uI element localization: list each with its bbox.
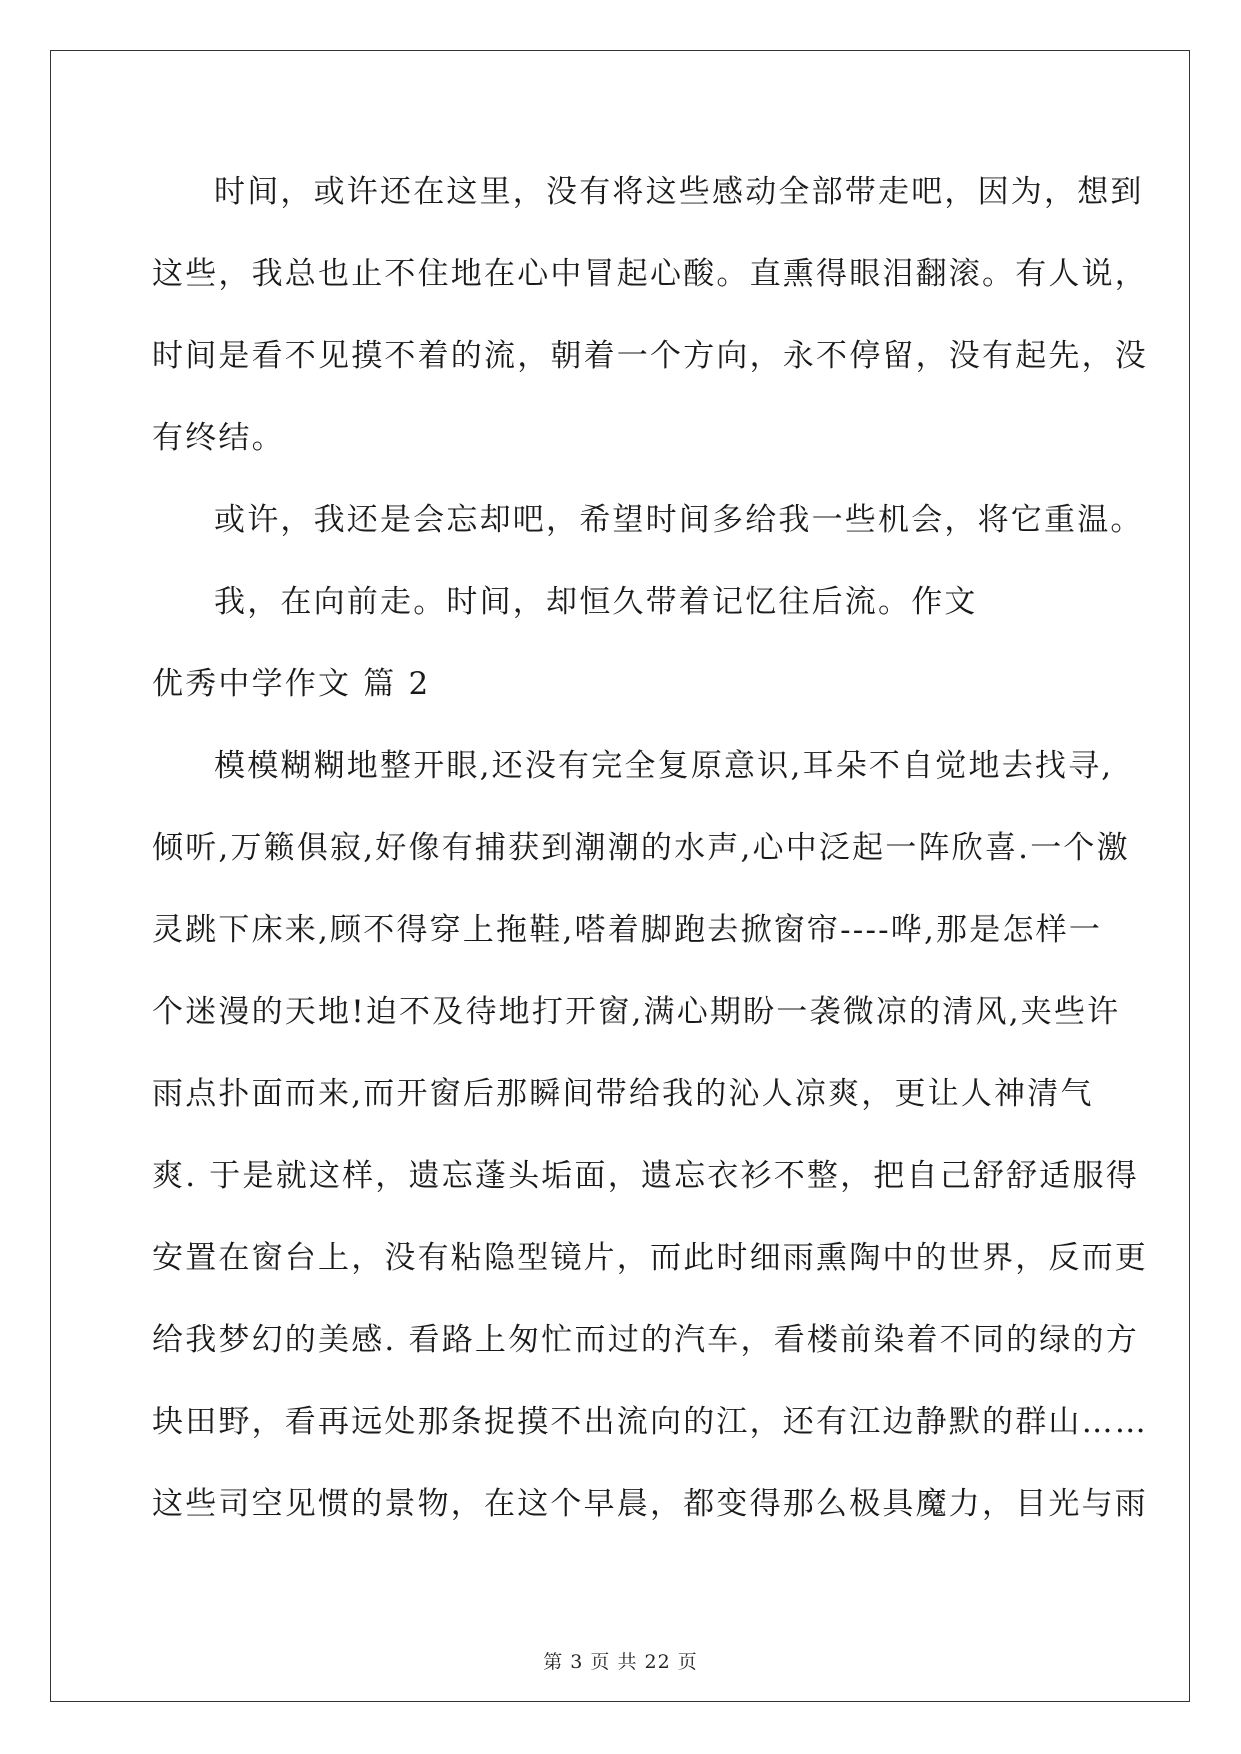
text-line: 模模糊糊地整开眼,还没有完全复原意识,耳朵不自觉地去找寻, (214, 748, 1114, 784)
text-line: 时间，或许还在这里，没有将这些感动全部带走吧，因为，想到 (214, 174, 1144, 210)
text-line: 这些司空见惯的景物，在这个早晨，都变得那么极具魔力，目光与雨 (152, 1486, 1148, 1522)
text-line: 我，在向前走。时间，却恒久带着记忆往后流。作文 (214, 584, 978, 620)
text-line: 有终结。 (152, 420, 285, 456)
text-line: 块田野，看再远处那条捉摸不出流向的江，还有江边静默的群山…… (152, 1404, 1148, 1440)
text-line: 安置在窗台上，没有粘隐型镜片，而此时细雨熏陶中的世界，反而更 (152, 1240, 1148, 1276)
text-line: 倾听,万籁俱寂,好像有捕获到潮潮的水声,心中泛起一阵欣喜.一个激 (152, 830, 1130, 866)
text-line: 个迷漫的天地!迫不及待地打开窗,满心期盼一袭微凉的清风,夹些许 (152, 994, 1121, 1030)
text-line: 这些，我总也止不住地在心中冒起心酸。直熏得眼泪翻滚。有人说， (152, 256, 1148, 292)
text-line: 灵跳下床来,顾不得穿上拖鞋,嗒着脚跑去掀窗帘----哗,那是怎样一 (152, 912, 1103, 948)
document-body (152, 162, 1148, 1556)
section-heading: 优秀中学作文 篇 2 (152, 666, 431, 702)
text-line: 雨点扑面而来,而开窗后那瞬间带给我的沁人凉爽，更让人神清气 (152, 1076, 1094, 1112)
text-line: 给我梦幻的美感. 看路上匆忙而过的汽车，看楼前染着不同的绿的方 (152, 1322, 1139, 1358)
text-line: 或许，我还是会忘却吧，希望时间多给我一些机会，将它重温。 (214, 502, 1144, 538)
text-line: 爽. 于是就这样，遗忘蓬头垢面，遗忘衣衫不整，把自己舒舒适服得 (152, 1158, 1139, 1194)
page-number-footer: 第 3 页 共 22 页 (543, 1651, 698, 1673)
text-line: 时间是看不见摸不着的流，朝着一个方向，永不停留，没有起先，没 (152, 338, 1148, 374)
